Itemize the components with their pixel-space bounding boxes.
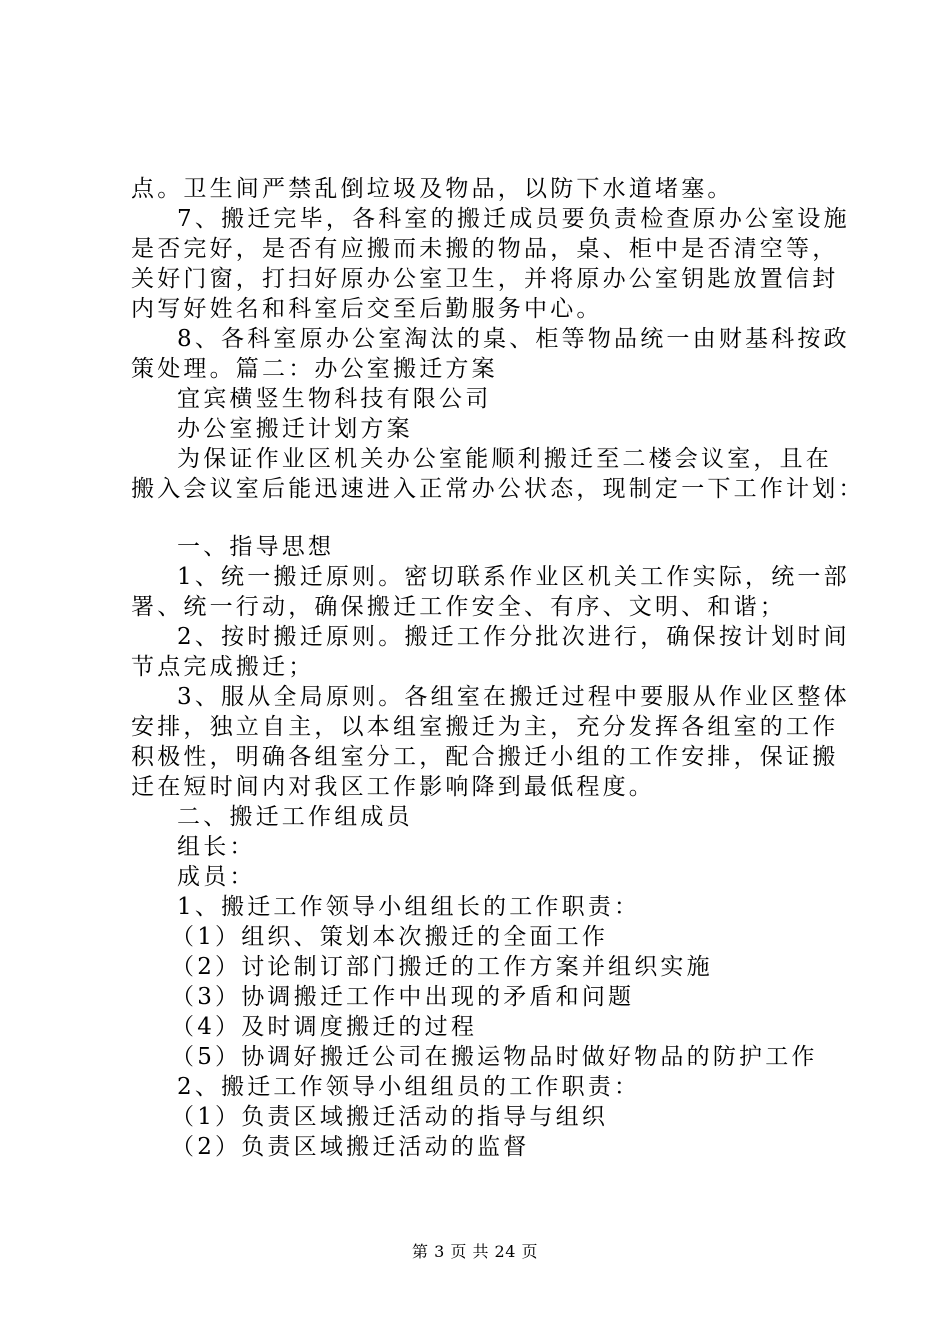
text-line: 搬入会议室后能迅速进入正常办公状态，现制定一下工作计划： xyxy=(131,476,865,502)
text-line: 策处理。篇二：办公室搬迁方案 xyxy=(131,356,498,382)
text-line: 安排，独立自主，以本组室搬迁为主，充分发挥各组室的工作 xyxy=(131,714,839,740)
document-body xyxy=(131,174,865,1162)
section-heading: 二、搬迁工作组成员 xyxy=(177,804,413,830)
list-item: （2）负责区域搬迁活动的监督 xyxy=(171,1134,530,1160)
text-line: 8、各科室原办公室淘汰的桌、柜等物品统一由财基科按政 xyxy=(177,326,850,352)
text-line: 署、统一行动，确保搬迁工作安全、有序、文明、和谐； xyxy=(131,594,786,620)
text-line: 2、按时搬迁原则。搬迁工作分批次进行，确保按计划时间 xyxy=(177,624,850,650)
page-footer: 第 3 页 共 24 页 xyxy=(412,1242,538,1261)
text-line: 是否完好，是否有应搬而未搬的物品，桌、柜中是否清空等， xyxy=(131,236,839,262)
text-line: 内写好姓名和科室后交至后勤服务中心。 xyxy=(131,296,603,322)
list-item: （3）协调搬迁工作中出现的矛盾和问题 xyxy=(171,984,635,1010)
list-item: （1）负责区域搬迁活动的指导与组织 xyxy=(171,1104,609,1130)
company-name: 宜宾横竖生物科技有限公司 xyxy=(177,386,492,412)
list-item: （5）协调好搬迁公司在搬运物品时做好物品的防护工作 xyxy=(171,1044,818,1070)
text-line: 1、统一搬迁原则。密切联系作业区机关工作实际，统一部 xyxy=(177,564,850,590)
text-line: 点。卫生间严禁乱倒垃圾及物品，以防下水道堵塞。 xyxy=(131,176,734,202)
text-line: 1、搬迁工作领导小组组长的工作职责： xyxy=(177,894,641,920)
paragraph-gap xyxy=(131,504,851,532)
text-line: 节点完成搬迁； xyxy=(131,654,315,680)
list-item: （1）组织、策划本次搬迁的全面工作 xyxy=(171,924,609,950)
text-line: 成员： xyxy=(177,864,256,890)
text-line: 迁在短时间内对我区工作影响降到最低程度。 xyxy=(131,774,655,800)
text-line: 为保证作业区机关办公室能顺利搬迁至二楼会议室，且在 xyxy=(177,446,832,472)
text-line: 关好门窗，打扫好原办公室卫生，并将原办公室钥匙放置信封 xyxy=(131,266,839,292)
section-heading: 一、指导思想 xyxy=(177,534,335,560)
text-line: 积极性，明确各组室分工，配合搬迁小组的工作安排，保证搬 xyxy=(131,744,839,770)
list-item: （4）及时调度搬迁的过程 xyxy=(171,1014,478,1040)
list-item: （2）讨论制订部门搬迁的工作方案并组织实施 xyxy=(171,954,713,980)
text-line: 组长： xyxy=(177,834,256,860)
text-line: 7、搬迁完毕，各科室的搬迁成员要负责检查原办公室设施 xyxy=(177,206,850,232)
text-line: 3、服从全局原则。各组室在搬迁过程中要服从作业区整体 xyxy=(177,684,850,710)
text-line: 2、搬迁工作领导小组组员的工作职责： xyxy=(177,1074,641,1100)
plan-title: 办公室搬迁计划方案 xyxy=(177,416,413,442)
